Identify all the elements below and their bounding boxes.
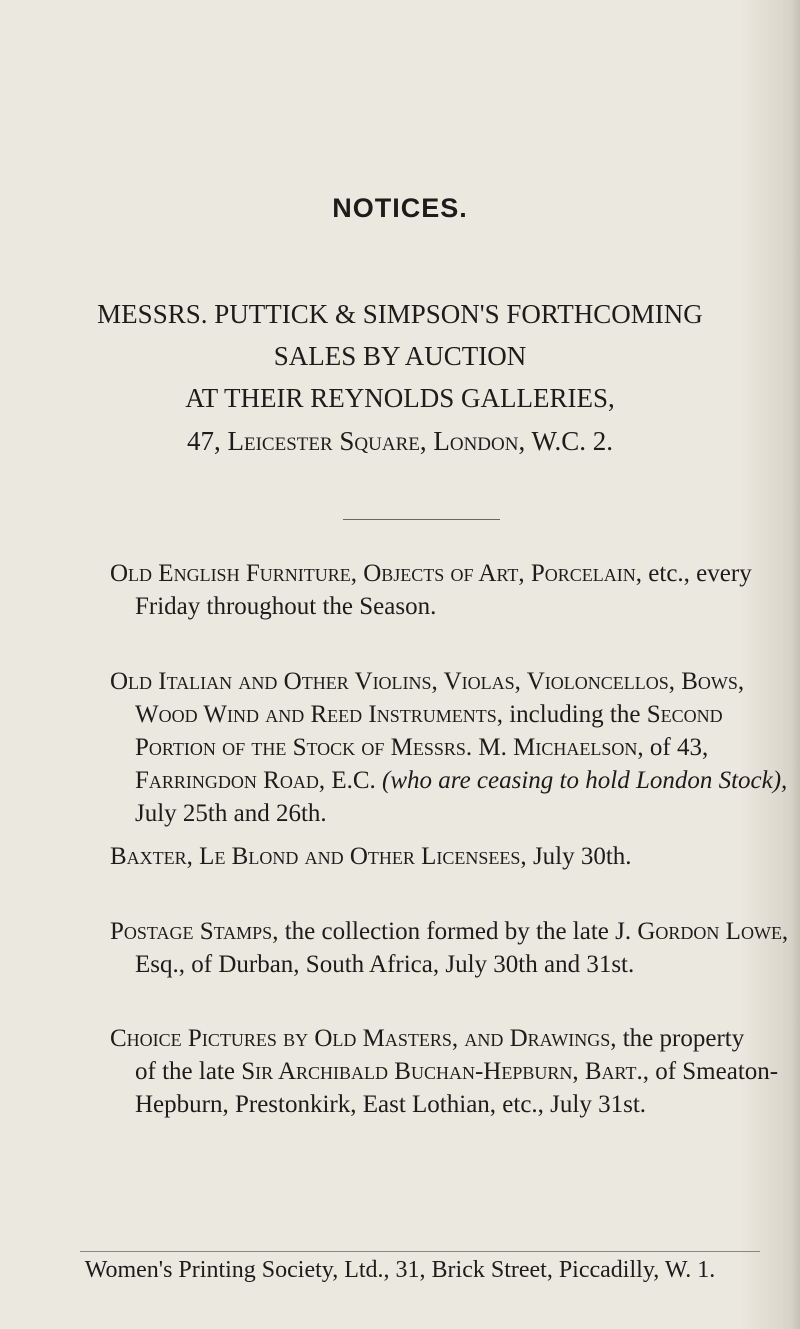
notice-heading: Sir Archibald Buchan-Hepburn, Bart.,: [241, 1058, 649, 1085]
notice-italic: (who are ceasing to hold London Stock),: [382, 767, 788, 794]
notice-line: July 25th and 26th.: [135, 800, 327, 827]
notice-choice-pictures: [110, 1022, 779, 1121]
notice-line: Hepburn, Prestonkirk, East Lothian, etc., July 31st.: [135, 1091, 647, 1118]
notice-baxter-le-blond: [110, 840, 760, 873]
notice-heading: Postage Stamps,: [110, 918, 279, 945]
notice-heading: Wood Wind and Reed Instruments,: [135, 701, 503, 728]
divider-footer: [80, 1251, 760, 1252]
address-number: 47,: [187, 426, 228, 456]
notice-line: [110, 698, 760, 731]
notice-line: Friday throughout the Season.: [135, 593, 437, 620]
notice-line: [110, 665, 760, 698]
address-postcode: W.C. 2.: [525, 426, 613, 456]
notice-text: E.C.: [325, 767, 383, 794]
notice-line: [110, 840, 760, 873]
notice-text: of Smeaton-: [648, 1058, 779, 1085]
notice-heading: Old Italian and Other Violins, Violas, Violoncellos, Bows,: [110, 668, 745, 695]
divider-short: [343, 519, 500, 520]
notice-line: Esq., of Durban, South Africa, July 30th and 31st.: [135, 951, 635, 978]
notice-text: of the late: [135, 1058, 242, 1085]
header-line-3: AT THEIR REYNOLDS GALLERIES,: [185, 383, 615, 413]
notice-line: [110, 557, 760, 590]
notice-text: etc., every: [642, 560, 752, 587]
header-line-2: SALES BY AUCTION: [273, 341, 527, 371]
notice-text: the collection formed by the late J.: [278, 918, 638, 945]
address-street: Leicester Square, London,: [227, 426, 526, 456]
notice-line: [110, 915, 789, 948]
notice-heading: Baxter, Le Blond and Other Licensees,: [110, 843, 527, 870]
notice-text: including the: [502, 701, 647, 728]
notice-heading: Second: [646, 701, 723, 728]
notice-heading: Portion of the Stock of Messrs. M. Michaelson,: [135, 734, 644, 761]
header-line-4: [0, 426, 800, 457]
notice-line: [110, 1055, 779, 1088]
notice-text: the property: [616, 1025, 745, 1052]
notice-text: July 30th.: [526, 843, 632, 870]
notice-postage-stamps: [110, 915, 789, 981]
page-title: NOTICES.: [332, 193, 468, 223]
notice-text: of 43,: [643, 734, 709, 761]
notice-line: [110, 731, 760, 764]
header-line-1: MESSRS. PUTTICK & SIMPSON'S FORTHCOMING: [97, 299, 703, 329]
notice-heading: Gordon Lowe,: [637, 918, 789, 945]
printer-imprint: Women's Printing Society, Ltd., 31, Brick Street, Piccadilly, W. 1.: [84, 1257, 716, 1283]
notice-italian-violins: [110, 665, 788, 830]
notice-line: [110, 764, 788, 797]
notice-english-furniture: [110, 557, 760, 623]
notice-line: [110, 1022, 760, 1055]
notice-heading: Farringdon Road,: [135, 767, 326, 794]
notice-heading: Old English Furniture, Objects of Art, Porcelain,: [110, 560, 643, 587]
notice-heading: Choice Pictures by Old Masters, and Drawings,: [110, 1025, 617, 1052]
